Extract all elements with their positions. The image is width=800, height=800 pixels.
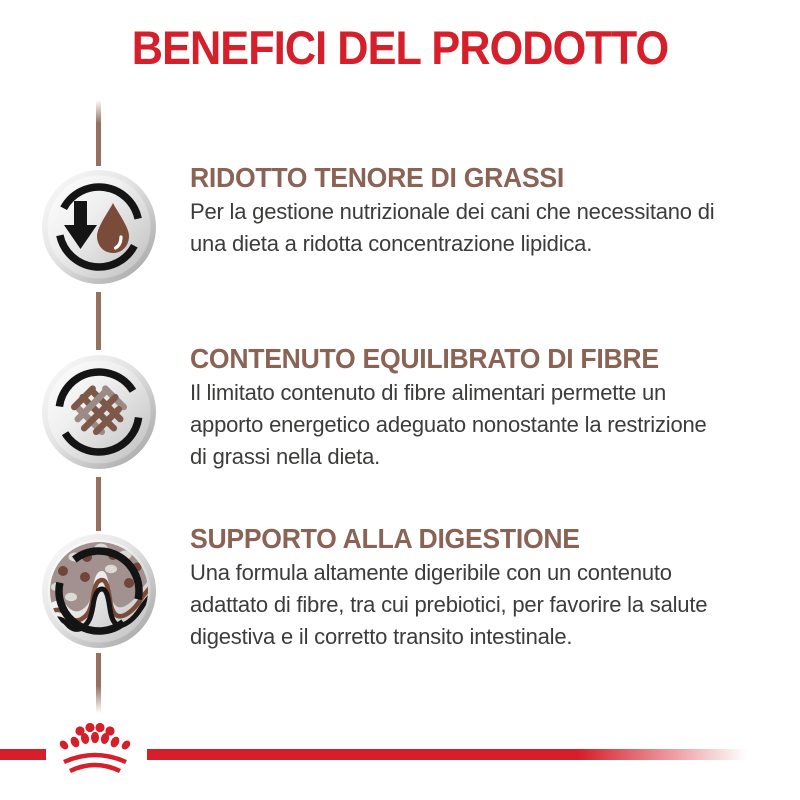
benefit-heading: SUPPORTO ALLA DIGESTIONE <box>190 523 580 554</box>
timeline-segment <box>96 477 101 531</box>
low-fat-arrow-droplet-icon <box>41 169 157 285</box>
royal-canin-crown-logo <box>53 721 137 781</box>
body-line: Il limitato contenuto di fibre alimentari permette un <box>190 380 667 405</box>
digestive-support-intestine-icon <box>41 533 157 649</box>
benefit-section-digestion <box>190 523 785 651</box>
balanced-fibre-lattice-icon <box>41 354 157 470</box>
timeline-segment <box>96 292 101 350</box>
footer-red-line-left <box>0 749 46 760</box>
body-line: Una formula altamente digeribile con un contenuto <box>190 560 672 585</box>
body-line: apporto energetico adeguato nonostante la restrizione <box>190 412 707 437</box>
footer-red-line-right <box>147 749 747 760</box>
benefit-heading: CONTENUTO EQUILIBRATO DI FIBRE <box>190 343 659 374</box>
benefit-heading: RIDOTTO TENORE DI GRASSI <box>190 162 564 193</box>
body-line: una dieta a ridotta concentrazione lipidica. <box>190 231 593 256</box>
body-line: digestiva e il corretto transito intestinale. <box>190 624 573 649</box>
page-title: BENEFICI DEL PRODOTTO <box>131 21 669 74</box>
timeline-segment <box>96 100 101 166</box>
body-line: di grassi nella dieta. <box>190 444 381 469</box>
body-line: adattato di fibre, tra cui prebiotici, per favorire la salute <box>190 592 708 617</box>
benefit-section-fat <box>190 162 785 258</box>
benefit-section-fibre <box>190 343 785 471</box>
body-line: Per la gestione nutrizionale dei cani che necessitano di <box>190 199 715 224</box>
timeline-segment <box>96 653 101 713</box>
